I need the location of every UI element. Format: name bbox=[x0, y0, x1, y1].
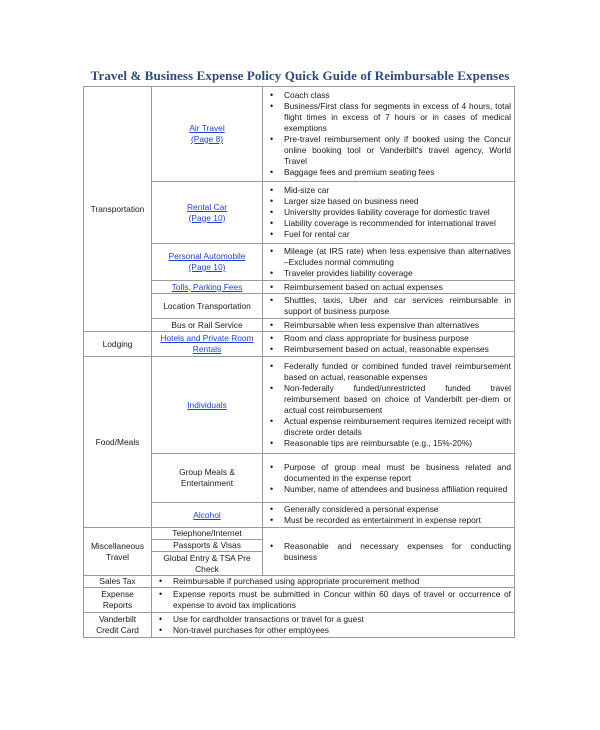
rental-car-link[interactable]: Rental Car bbox=[186, 201, 228, 212]
list-item: • Mid-size car bbox=[266, 185, 511, 196]
subcategory-personal-automobile bbox=[152, 244, 263, 281]
list-item: • Mileage (at IRS rate) when less expensive than alternatives –Excludes normal commuting bbox=[266, 246, 511, 268]
table-row bbox=[84, 332, 515, 357]
list-item: • Actual expense reimbursement requires itemized receipt with discrete order details bbox=[266, 416, 511, 438]
details-air-travel bbox=[263, 87, 515, 182]
hotels-link[interactable]: Hotels and Private Room Rentals bbox=[160, 333, 254, 354]
list-item: • Federally funded or combined funded travel reimbursement based on actual, reasonable expenses bbox=[266, 361, 511, 383]
subcategory-group-meals: Group Meals & Entertainment bbox=[152, 454, 263, 503]
subcategory-passports: Passports & Visas bbox=[152, 540, 263, 552]
subcategory-telephone: Telephone/Internet bbox=[152, 528, 263, 540]
air-travel-link[interactable]: Air Travel bbox=[189, 123, 225, 133]
air-travel-page-link[interactable]: (Page 8) bbox=[190, 134, 224, 144]
subcategory-location-transportation: Location Transportation bbox=[152, 294, 263, 319]
subcategory-rental-car bbox=[152, 182, 263, 244]
alcohol-link[interactable]: Alcohol bbox=[193, 509, 221, 520]
list-item: • Coach class bbox=[266, 90, 511, 101]
personal-automobile-page-link[interactable]: (Page 10) bbox=[188, 262, 226, 272]
subcategory-hotels bbox=[152, 332, 263, 357]
list-item: • Traveler provides liability coverage bbox=[266, 268, 511, 279]
details-individuals bbox=[263, 357, 515, 454]
list-item: • Room and class appropriate for business purpose bbox=[266, 333, 511, 344]
list-item: • Reimbursement based on actual, reasonable expenses bbox=[266, 344, 511, 355]
table-row bbox=[84, 357, 515, 454]
details-expense-reports bbox=[152, 588, 515, 613]
list-item: • Liability coverage is recommended for international travel bbox=[266, 218, 511, 229]
list-item: • Business/First class for segments in excess of 4 hours, total flight times in excess of 7 hours or in cases of medical exemptions bbox=[266, 101, 511, 134]
details-rental-car bbox=[263, 182, 515, 244]
details-alcohol bbox=[263, 503, 515, 528]
details-lodging bbox=[263, 332, 515, 357]
list-item: • Reasonable tips are reimbursable (e.g., 15%-20%) bbox=[266, 438, 511, 449]
individuals-link[interactable]: Individuals bbox=[187, 399, 227, 410]
subcategory-air-travel bbox=[152, 87, 263, 182]
list-item: • Larger size based on business need bbox=[266, 196, 511, 207]
details-tolls-parking bbox=[263, 281, 515, 294]
category-miscellaneous: Miscellaneous Travel bbox=[84, 528, 152, 576]
list-item: • Baggage fees and premium seating fees bbox=[266, 167, 511, 178]
table-row bbox=[84, 528, 515, 540]
details-personal-automobile bbox=[263, 244, 515, 281]
category-lodging: Lodging bbox=[84, 332, 152, 357]
list-item: • Purpose of group meal must be business related and documented in the expense report bbox=[266, 462, 511, 484]
details-location-transportation bbox=[263, 294, 515, 319]
subcategory-bus-rail: Bus or Rail Service bbox=[152, 319, 263, 332]
list-item: • Reimbursable when less expensive than alternatives bbox=[266, 320, 511, 331]
list-item: • Non-travel purchases for other employees bbox=[155, 625, 511, 636]
category-transportation: Transportation bbox=[84, 87, 152, 332]
subcategory-global-entry: Global Entry & TSA Pre Check bbox=[152, 552, 263, 576]
subcategory-individuals bbox=[152, 357, 263, 454]
category-sales-tax: Sales Tax bbox=[84, 576, 152, 588]
list-item: • Reimbursable if purchased using appropriate procurement method bbox=[155, 576, 511, 587]
subcategory-tolls-parking bbox=[152, 281, 263, 294]
expense-policy-table bbox=[83, 86, 515, 638]
list-item: • Number, name of attendees and business affiliation required bbox=[266, 484, 511, 495]
subcategory-alcohol bbox=[152, 503, 263, 528]
details-miscellaneous bbox=[263, 528, 515, 576]
list-item: • Reimbursement based on actual expenses bbox=[266, 282, 511, 293]
category-food-meals: Food/Meals bbox=[84, 357, 152, 528]
page-title: Travel & Business Expense Policy Quick Guide of Reimbursable Expenses bbox=[90, 68, 510, 83]
rental-car-page-link[interactable]: (Page 10) bbox=[188, 212, 226, 223]
personal-automobile-link[interactable]: Personal Automobile bbox=[168, 251, 246, 261]
list-item: • Generally considered a personal expense bbox=[266, 504, 511, 515]
list-item: • Shuttles, taxis, Uber and car services reimbursable in support of business purpose bbox=[266, 295, 511, 317]
details-sales-tax bbox=[152, 576, 515, 588]
list-item: • Expense reports must be submitted in Concur within 60 days of travel or occurrence of expense to avoid tax implications bbox=[155, 589, 511, 611]
list-item: • Fuel for rental car bbox=[266, 229, 511, 240]
list-item: • University provides liability coverage for domestic travel bbox=[266, 207, 511, 218]
table-row bbox=[84, 588, 515, 613]
list-item: • Reasonable and necessary expenses for conducting business bbox=[266, 541, 511, 563]
tolls-parking-link[interactable]: Tolls, Parking Fees bbox=[171, 281, 243, 292]
list-item: • Non-federally funded/unrestricted funded travel reimbursement based on choice of Vanderbilt per-diem or actual cost reimbursement bbox=[266, 383, 511, 416]
table-row bbox=[84, 87, 515, 182]
list-item: • Use for cardholder transactions or travel for a guest bbox=[155, 614, 511, 625]
table-row bbox=[84, 613, 515, 638]
list-item: • Must be recorded as entertainment in expense report bbox=[266, 515, 511, 526]
category-credit-card: Vanderbilt Credit Card bbox=[84, 613, 152, 638]
list-item: • Pre-travel reimbursement only if booked using the Concur online booking tool or Vanderbilt's travel agency, World Travel bbox=[266, 134, 511, 167]
table-row bbox=[84, 576, 515, 588]
details-credit-card bbox=[152, 613, 515, 638]
details-group-meals bbox=[263, 454, 515, 503]
category-expense-reports: Expense Reports bbox=[84, 588, 152, 613]
details-bus-rail bbox=[263, 319, 515, 332]
